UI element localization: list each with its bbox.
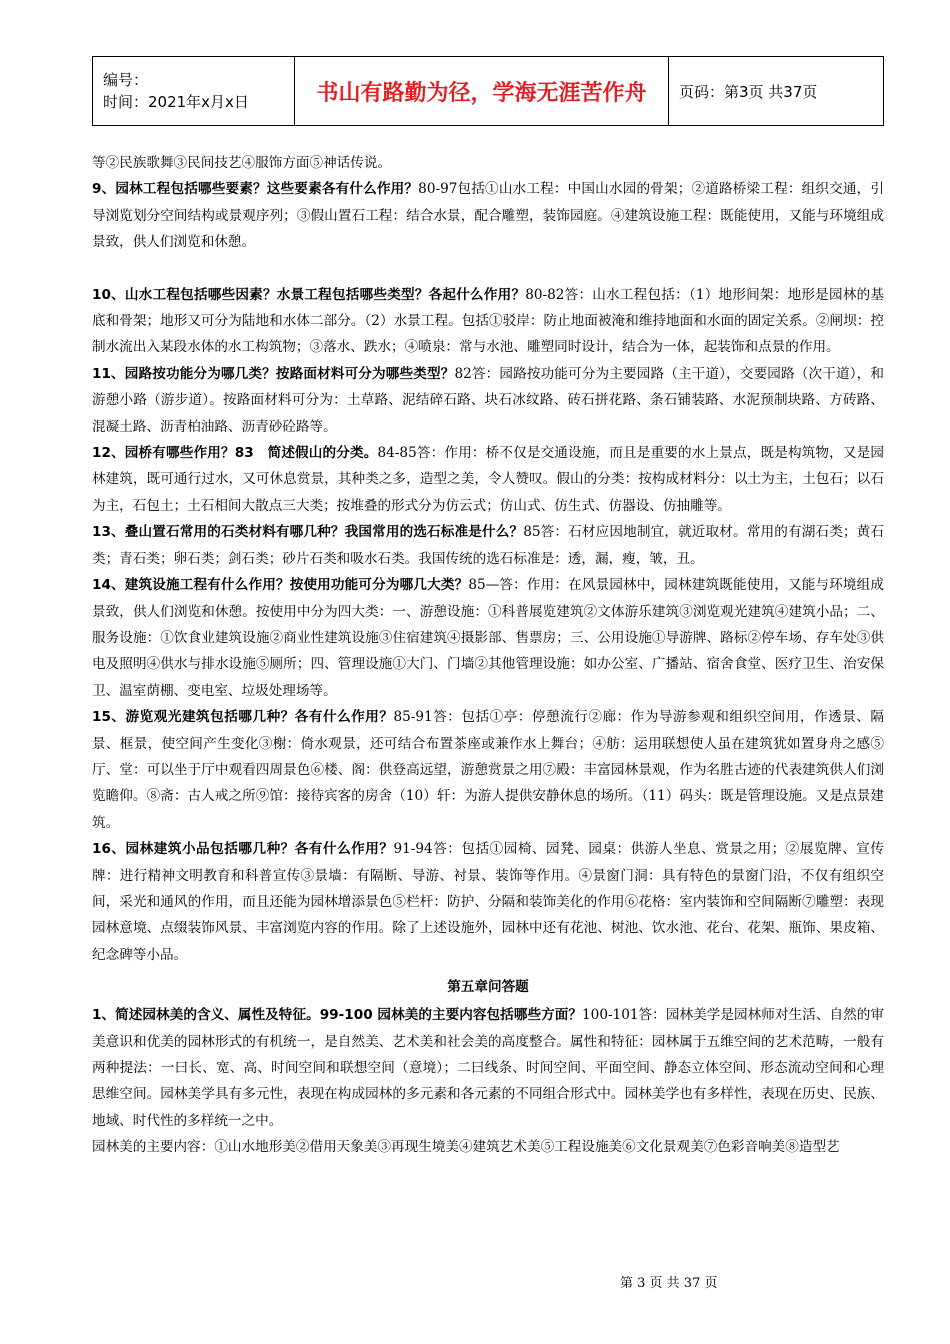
page-footer: 第 3 页 共 37 页 xyxy=(620,1276,718,1291)
answer-text: 园林美的主要内容：①山水地形美②借用天象美③再现生境美④建筑艺术美⑤工程设施美⑥文化景观美⑦色彩音响美⑧造型艺 xyxy=(92,1139,840,1156)
answer-text: 85答：石材应因地制宜，就近取材。常用的有湖石类；黄石类；青石类；卵石类；剑石类；砂片石类和吸水石类。我国传统的选石标准是：透，漏，瘦，皱，丑。 xyxy=(92,524,885,567)
question-12 xyxy=(92,440,884,519)
question-text: 14、建筑设施工程有什么作用？按使用功能可分为哪几大类？ xyxy=(92,577,469,594)
answer-text: 91-94答：包括①园椅、园凳、园桌：供游人坐息、赏景之用；②展览牌、宣传牌：进行精神文明教育和科普宣传③景墙：有隔断、导游、衬景、装饰等作用。④景窗门洞：具有特色的景窗门沿，不仅有组织空间，采光和通风的作用，而且还能为园林增添景色⑤栏杆：防护、分隔和装饰美化的作用⑥花格：室内装饰和空间隔断⑦雕塑：表现园林意境、点缀装饰风景、丰富浏览内容的作用。除了上述设施外，园林中还有花池、树池、饮水池、花台、花架、瓶饰、果皮箱、纪念碑等小品。 xyxy=(92,841,884,963)
chapter5-question-1 xyxy=(92,1002,884,1134)
answer-text: 85—答：作用：在风景园林中，园林建筑既能使用，又能与环境组成景致，供人们浏览和休憩。按使用中分为四大类：一、游憩设施：①科普展览建筑②文体游乐建筑③浏览观光建筑④建筑小品；二、服务设施：①饮食业建筑设施②商业性建筑设施③住宿建筑④摄影部、售票房；三、公用设施①导游牌、路标②停车场、存车处③供电及照明④供水与排水设施⑤厕所；四、管理设施①大门、门墙②其他管理设施：如办公室、广播站、宿舍食堂、医疗卫生、治安保卫、温室荫棚、变电室、垃圾处理场等。 xyxy=(92,577,884,699)
question-11 xyxy=(92,361,884,440)
chapter-title: 第五章问答题 xyxy=(447,979,529,996)
answer-text: 84-85答：作用：桥不仅是交通设施，而且是重要的水上景点，既是构筑物，又是园林建筑，既可通行过水，又可休息赏景，其种类之多，造型之美，令人赞叹。假山的分类：按构成材料分：以土为主，土包石；以石为主，石包土；土石相间大散点三大类；按堆叠的形式分为仿云式；仿山式、仿生式、仿器设、仿抽雕等。 xyxy=(92,445,885,514)
question-15 xyxy=(92,704,884,836)
answer-text: 100-101答：园林美学是园林师对生活、自然的审美意识和优美的园林形式的有机统一，是自然美、艺术美和社会美的高度整合。属性和特征：园林属于五维空间的艺术范畴，一般有两种提法：一曰长、宽、高、时间空间和联想空间（意境）；二曰线条、时间空间、平面空间、静态立体空间、形态流动空间和心理思维空间。园林美学具有多元性，表现在构成园林的多元素和各元素的不同组合形式中。园林美学也有多样性，表现在历史、民族、地域、时代性的多样统一之中。 xyxy=(92,1007,884,1129)
chapter5-question-1-continued xyxy=(92,1134,884,1160)
question-text: 1、简述园林美的含义、属性及特征。99-100 园林美的主要内容包括哪些方面？ xyxy=(92,1007,583,1024)
paragraph-continuation: 等②民族歌舞③民间技艺④服饰方面⑤神话传说。 xyxy=(92,155,392,171)
question-text: 9、园林工程包括哪些要素？这些要素各有什么作用？ xyxy=(92,181,419,198)
question-text: 16、园林建筑小品包括哪几种？各有什么作用？ xyxy=(92,841,394,858)
time-label: 时间：2021年x月x日 xyxy=(103,93,249,111)
motto-text: 书山有路勤为径，学海无涯苦作舟 xyxy=(316,80,647,106)
question-text: 15、游览观光建筑包括哪几种？各有什么作用？ xyxy=(92,709,394,726)
number-label: 编号： xyxy=(103,71,149,89)
page-number-label: 页码：第3页 共37页 xyxy=(679,82,818,101)
header-info xyxy=(93,57,295,125)
question-10 xyxy=(92,282,884,361)
question-13 xyxy=(92,519,884,572)
document-body xyxy=(92,150,884,1161)
question-text: 10、山水工程包括哪些因素？水景工程包括哪些类型？各起什么作用？ xyxy=(92,286,526,303)
header-page xyxy=(669,57,883,125)
question-text: 12、园桥有哪些作用？83 简述假山的分类。 xyxy=(92,445,378,462)
answer-text: 85-91答：包括①亭：停憩流行②廊：作为导游参观和组织空间用，作透景、隔景、框景，使空间产生变化③榭：倚水观景，还可结合布置茶座或兼作水上舞台；④舫：运用联想使人虽在建筑犹如置身舟之感⑤厅、堂：可以坐于厅中观看四周景色⑥楼、阁：供登高远望，游憩赏景之用⑦殿：丰富园林景观，作为名胜古迹的代表建筑供人们浏览瞻仰。⑧斋：古人戒之所⑨馆：接待宾客的房舍（10）轩：为游人提供安静休息的场所。（11）码头：既是管理设施。又是点景建筑。 xyxy=(92,709,884,831)
question-9 xyxy=(92,176,884,255)
answer-text: 82答：园路按功能可分为主要园路（主干道），交要园路（次干道），和游憩小路（游步道）。按路面材料可分为：土草路、泥结碎石路、块石冰纹路、砖石拼花路、条石铺装路、水泥预制块路、方砖路、混凝土路、沥青柏油路、沥青砂砼路等。 xyxy=(92,365,884,435)
page-header xyxy=(92,56,884,126)
question-text: 13、叠山置石常用的石类材料有哪几种？我国常用的选石标准是什么？ xyxy=(92,524,524,541)
question-16 xyxy=(92,836,884,968)
answer-text: 80-82答：山水工程包括：（1）地形间架：地形是园林的基底和骨架；地形又可分为陆地和水体二部分。（2）水景工程。包括①驳岸：防止地面被淹和维持地面和水面的固定关系。②闸坝：控制水流出入某段水体的水工构筑物；③落水、跌水；④喷泉：常与水池、雕塑同时设计，结合为一体，起装饰和点景的作用。 xyxy=(92,286,884,356)
question-14 xyxy=(92,572,884,704)
question-text: 11、园路按功能分为哪几类？按路面材料可分为哪些类型？ xyxy=(92,365,455,382)
header-motto xyxy=(295,57,669,125)
blank-line xyxy=(92,256,884,282)
answer-text: 80-97包括①山水工程：中国山水园的骨架；②道路桥梁工程：组织交通，引导浏览划分空间结构或景观序列；③假山置石工程：结合水景，配合雕塑，装饰园庭。④建筑设施工程：既能使用，又能与环境组成景致，供人们浏览和休憩。 xyxy=(92,181,884,251)
